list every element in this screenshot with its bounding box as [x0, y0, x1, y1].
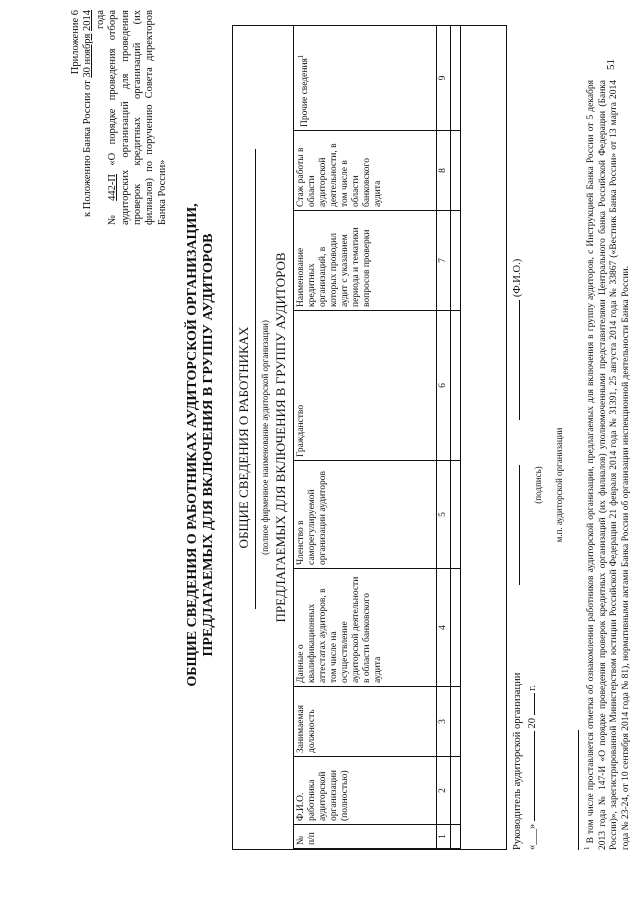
column-number: 9: [437, 26, 451, 131]
head-signature-label: Руководитель аудиторской организации «___» 20 г.: [512, 672, 538, 850]
appendix-regulation-number: 442-П: [107, 173, 119, 201]
column-number: 3: [437, 687, 451, 757]
table-cell: [451, 569, 461, 687]
header-fio: Ф.И.О. работника аудиторской организации (полностью): [294, 757, 437, 825]
column-number: 4: [437, 569, 451, 687]
header-certificates: Данные о квалификационных аттестатах аудиторов, в том числе на осуществление аудиторской деятельности в области банковского аудита: [294, 569, 437, 687]
form-frame: [232, 25, 507, 850]
table-cell: [451, 131, 461, 211]
appendix-number: Приложение 6: [70, 10, 81, 75]
table-header-row: [294, 26, 437, 849]
auditors-table: [293, 25, 461, 849]
table-cell: [451, 211, 461, 311]
page-number: 51: [605, 59, 617, 70]
column-number: 6: [437, 311, 451, 461]
table-cell: [451, 757, 461, 825]
fio-caption: (Ф.И.О.): [512, 258, 523, 298]
appendix-reference: к Положению Банка России от 30 ноября 2014 года: [82, 10, 106, 217]
table-cell: [451, 311, 461, 461]
signature-block: [512, 259, 564, 585]
appendix-header: [70, 10, 169, 225]
table-cell: [451, 825, 461, 849]
footnote: [582, 80, 632, 850]
header-position: Занимаемая должность: [294, 687, 437, 757]
footnote-divider: [578, 730, 579, 850]
column-number: 8: [437, 131, 451, 211]
column-number: 7: [437, 211, 451, 311]
header-experience: Стаж работы в области аудиторской деятельности, в том числе в области банковского аудита: [294, 131, 437, 211]
signature-caption: (подпись): [533, 466, 543, 504]
table-cell: [451, 461, 461, 569]
fio-line: [519, 300, 520, 420]
footnote-mark: 1: [583, 846, 591, 850]
appendix-year: 2014: [82, 10, 94, 31]
frame-heading-1: ОБЩИЕ СВЕДЕНИЯ О РАБОТНИКАХ: [236, 326, 251, 549]
table-row: [451, 26, 461, 849]
appendix-date: 30 ноября: [82, 33, 94, 78]
table-cell: [451, 26, 461, 131]
organization-name-caption: (полное фирменное наименование аудиторской организации): [260, 320, 270, 555]
page-title: ОБЩИЕ СВЕДЕНИЯ О РАБОТНИКАХ АУДИТОРСКОЙ ОРГАНИЗАЦИИ, ПРЕДЛАГАЕМЫХ ДЛЯ ВКЛЮЧЕНИЯ В ГРУППУ АУДИТОРОВ: [185, 203, 216, 687]
header-sro-membership: Членство в саморегулируемой организации аудиторов: [294, 461, 437, 569]
column-number: 5: [437, 461, 451, 569]
signature-date: «___» 20 г.: [527, 685, 538, 850]
header-number: № п/п: [294, 825, 437, 849]
stamp-caption: м.п. аудиторской организации: [554, 427, 564, 543]
column-number: 2: [437, 757, 451, 825]
header-audited-organizations: Наименование кредитных организаций, в которых проводил аудит с указанием периода и тематики вопросов проверки: [294, 211, 437, 311]
signature-line: [519, 465, 520, 585]
table-number-row: [437, 26, 451, 849]
column-number: 1: [437, 825, 451, 849]
header-citizenship: Гражданство: [294, 311, 437, 461]
footnote-text: В том числе проставляется отметка об ознакомлении работников аудиторской организации, предлагаемых для включения в группу аудиторов, с Инструкцией Банка России от 5 декабря 2013 года № 147-И «О порядке проведения проверок кредитных организаций (их филиалов) уполномоченными представителями Центрального банка Российской Федерации (Банка России)», зарегистрированной Министерством юстиции Российской Федерации 21 февраля 2014 года № 31391, 25 августа 2014 года № 33867 («Вестник Банка России» от 13 марта 2014 года № 23-24, от 10 сентября 2014 года № 81), нормативными актами Банка России об организации инспекционной деятельности Банка России.: [586, 80, 631, 850]
frame-heading-2: ПРЕДЛАГАЕМЫХ ДЛЯ ВКЛЮЧЕНИЯ В ГРУППУ АУДИТОРОВ: [273, 252, 288, 623]
footnote-reference: 1: [297, 54, 305, 59]
appendix-regulation-title: № 442-П «О порядке проведения отбора аудиторских организаций для проведения проверок кредитных организаций (их филиалов) по поручению Совета директоров Банка России»: [107, 10, 168, 225]
table-cell: [451, 687, 461, 757]
header-other-info: Прочие сведения$^1$: [294, 26, 437, 131]
organization-name-line: [255, 149, 256, 609]
